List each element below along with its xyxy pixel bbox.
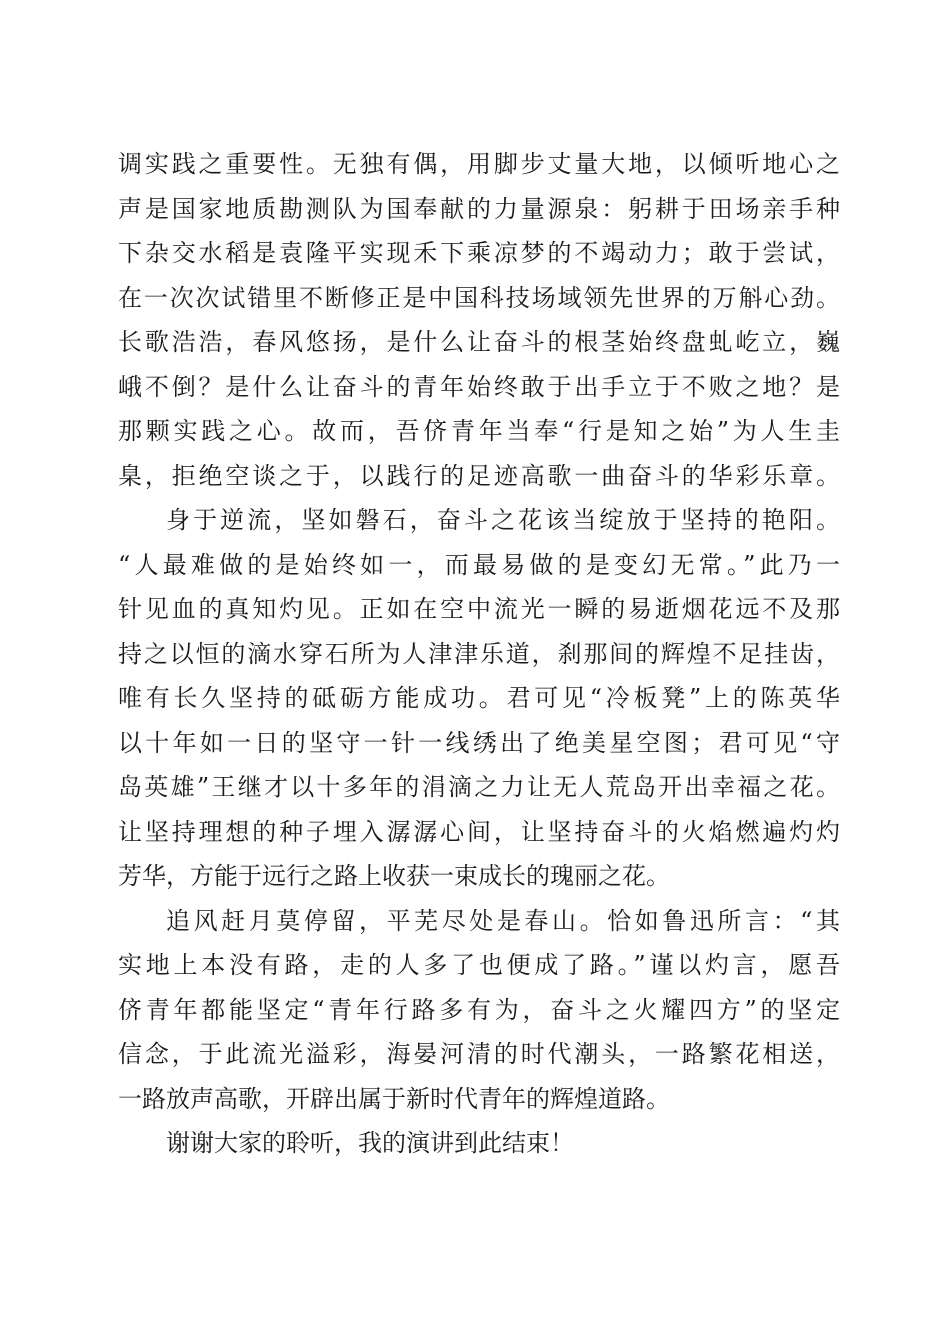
text-line: 一路放声高歌，开辟出属于新时代青年的辉煌道路。 <box>118 1084 670 1113</box>
text-line: 臬，拒绝空谈之于，以践行的足迹高歌一曲奋斗的华彩乐章。 <box>118 461 840 490</box>
text-line: 声是国家地质勘测队为国奉献的力量源泉：躬耕于田场亲手种 <box>118 194 840 223</box>
text-line: 信念，于此流光溢彩，海晏河清的时代潮头，一路繁花相送， <box>118 1040 840 1068</box>
text-line: 调实践之重要性。无独有偶，用脚步丈量大地，以倾听地心之 <box>118 150 840 178</box>
text-line: 唯有长久坚持的砥砺方能成功。君可见“冷板凳”上的陈英华 <box>118 684 840 712</box>
text-line: 在一次次试错里不断修正是中国科技场域领先世界的万斛心劲。 <box>118 283 840 312</box>
paragraph-3 <box>118 899 840 1122</box>
text-line: 让坚持理想的种子埋入潺潺心间，让坚持奋斗的火焰燃遍灼灼 <box>118 817 840 846</box>
text-line: 侪青年都能坚定“青年行路多有为，奋斗之火耀四方”的坚定 <box>118 995 840 1024</box>
text-line: 针见血的真知灼见。正如在空中流光一瞬的易逝烟花远不及那 <box>118 595 840 623</box>
text-line: 长歌浩浩，春风悠扬，是什么让奋斗的根茎始终盘虬屹立，巍 <box>118 328 840 356</box>
paragraph-2 <box>118 498 840 899</box>
document-body <box>118 142 840 1166</box>
text-line: 以十年如一日的坚守一针一线绣出了绝美星空图；君可见“守 <box>118 728 840 757</box>
paragraph-1 <box>118 142 840 498</box>
text-line: 谢谢大家的聆听，我的演讲到此结束！ <box>166 1129 574 1157</box>
text-line: 追风赶月莫停留，平芜尽处是春山。恰如鲁迅所言：“其 <box>166 906 840 935</box>
text-line: 实地上本没有路，走的人多了也便成了路。”谨以灼言，愿吾 <box>118 951 840 979</box>
text-line: 岛英雄”王继才以十多年的涓滴之力让无人荒岛开出幸福之花。 <box>118 773 840 801</box>
text-line: “人最难做的是始终如一，而最易做的是变幻无常。”此乃一 <box>118 550 840 579</box>
text-line: 身于逆流，坚如磐石，奋斗之花该当绽放于坚持的艳阳。 <box>166 506 840 534</box>
text-line: 下杂交水稻是袁隆平实现禾下乘凉梦的不竭动力；敢于尝试， <box>118 239 840 267</box>
paragraph-4 <box>118 1121 840 1166</box>
text-line: 持之以恒的滴水穿石所为人津津乐道，刹那间的辉煌不足挂齿， <box>118 639 840 668</box>
text-line: 峨不倒？是什么让奋斗的青年始终敢于出手立于不败之地？是 <box>118 372 840 401</box>
text-line: 芳华，方能于远行之路上收获一束成长的瑰丽之花。 <box>118 862 670 890</box>
text-line: 那颗实践之心。故而，吾侪青年当奉“行是知之始”为人生圭 <box>118 417 840 445</box>
